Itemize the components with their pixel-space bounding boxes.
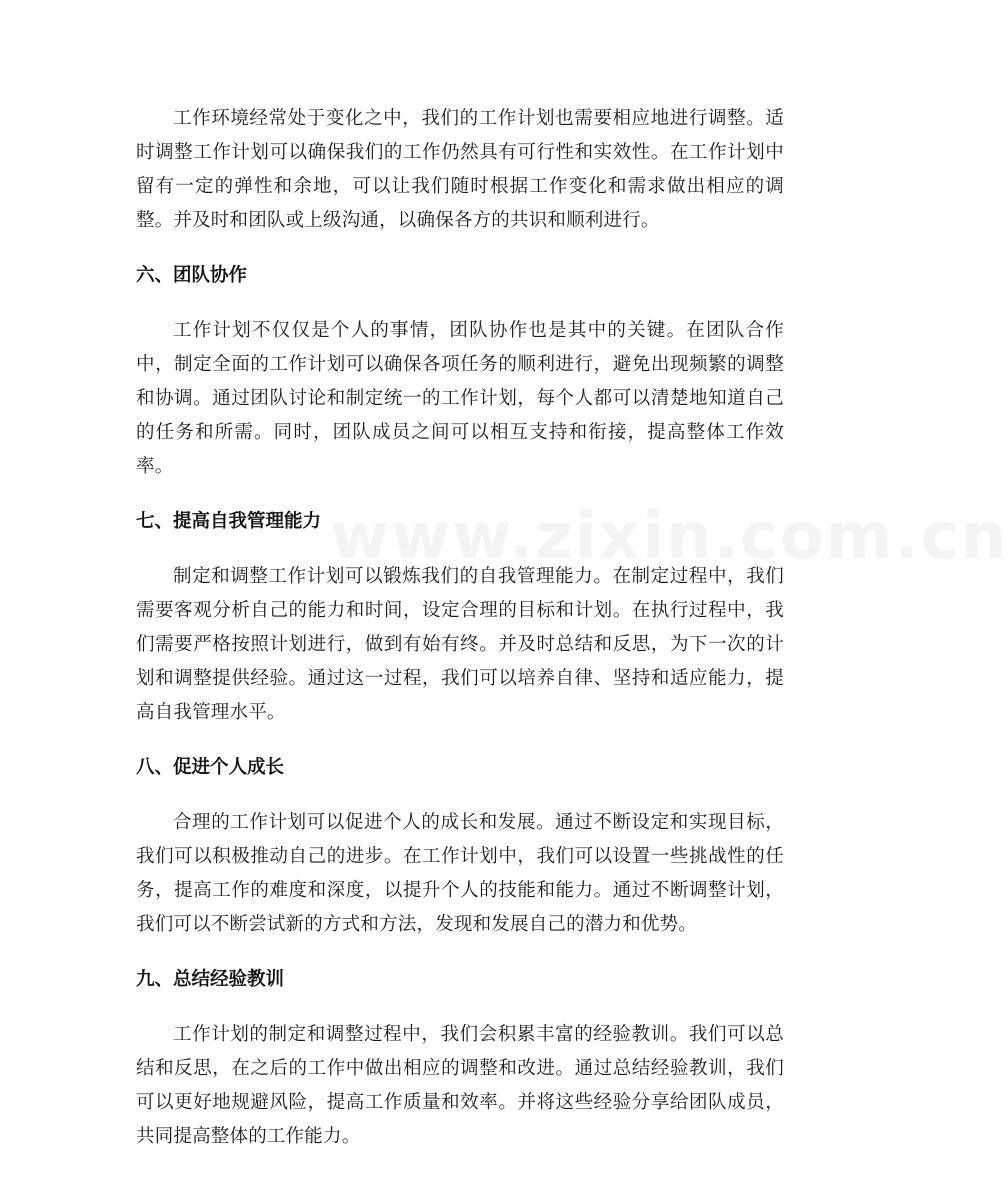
intro-paragraph: 工作环境经常处于变化之中，我们的工作计划也需要相应地进行调整。适时调整工作计划可以确保我们的工作仍然具有可行性和实效性。在工作计划中留有一定的弹性和余地，可以让我们随时根据工作变化和需求做出相应的调整。并及时和团队或上级沟通，以确保各方的共识和顺利进行。 xyxy=(136,108,784,231)
section-body-6: 工作计划不仅仅是个人的事情，团队协作也是其中的关键。在团队合作中，制定全面的工作计划可以确保各项任务的顺利进行，避免出现频繁的调整和协调。通过团队讨论和制定统一的工作计划，每个人都可以清楚地知道自己的任务和所需。同时，团队成员之间可以相互支持和衔接，提高整体工作效率。 xyxy=(136,320,784,477)
section-heading-6: 六、团队协作 xyxy=(136,265,248,286)
document-page xyxy=(136,102,784,1154)
section-heading-9: 九、总结经验教训 xyxy=(136,969,285,990)
watermark: www.zixin.com.cn xyxy=(330,500,1008,574)
section-body-7: 制定和调整工作计划可以锻炼我们的自我管理能力。在制定过程中，我们需要客观分析自己的能力和时间，设定合理的目标和计划。在执行过程中，我们需要严格按照计划进行，做到有始有终。并及时总结和反思，为下一次的计划和调整提供经验。通过这一过程，我们可以培养自律、坚持和适应能力，提高自我管理水平。 xyxy=(136,566,784,723)
section-body-8: 合理的工作计划可以促进个人的成长和发展。通过不断设定和实现目标，我们可以积极推动自己的进步。在工作计划中，我们可以设置一些挑战性的任务，提高工作的难度和深度，以提升个人的技能和能力。通过不断调整计划，我们可以不断尝试新的方式和方法，发现和发展自己的潜力和优势。 xyxy=(136,812,784,935)
section-heading-8: 八、促进个人成长 xyxy=(136,757,285,778)
section-heading-7: 七、提高自我管理能力 xyxy=(136,511,322,532)
section-body-9: 工作计划的制定和调整过程中，我们会积累丰富的经验教训。我们可以总结和反思，在之后的工作中做出相应的调整和改进。通过总结经验教训，我们可以更好地规避风险，提高工作质量和效率。并将这些经验分享给团队成员，共同提高整体的工作能力。 xyxy=(136,1024,784,1147)
